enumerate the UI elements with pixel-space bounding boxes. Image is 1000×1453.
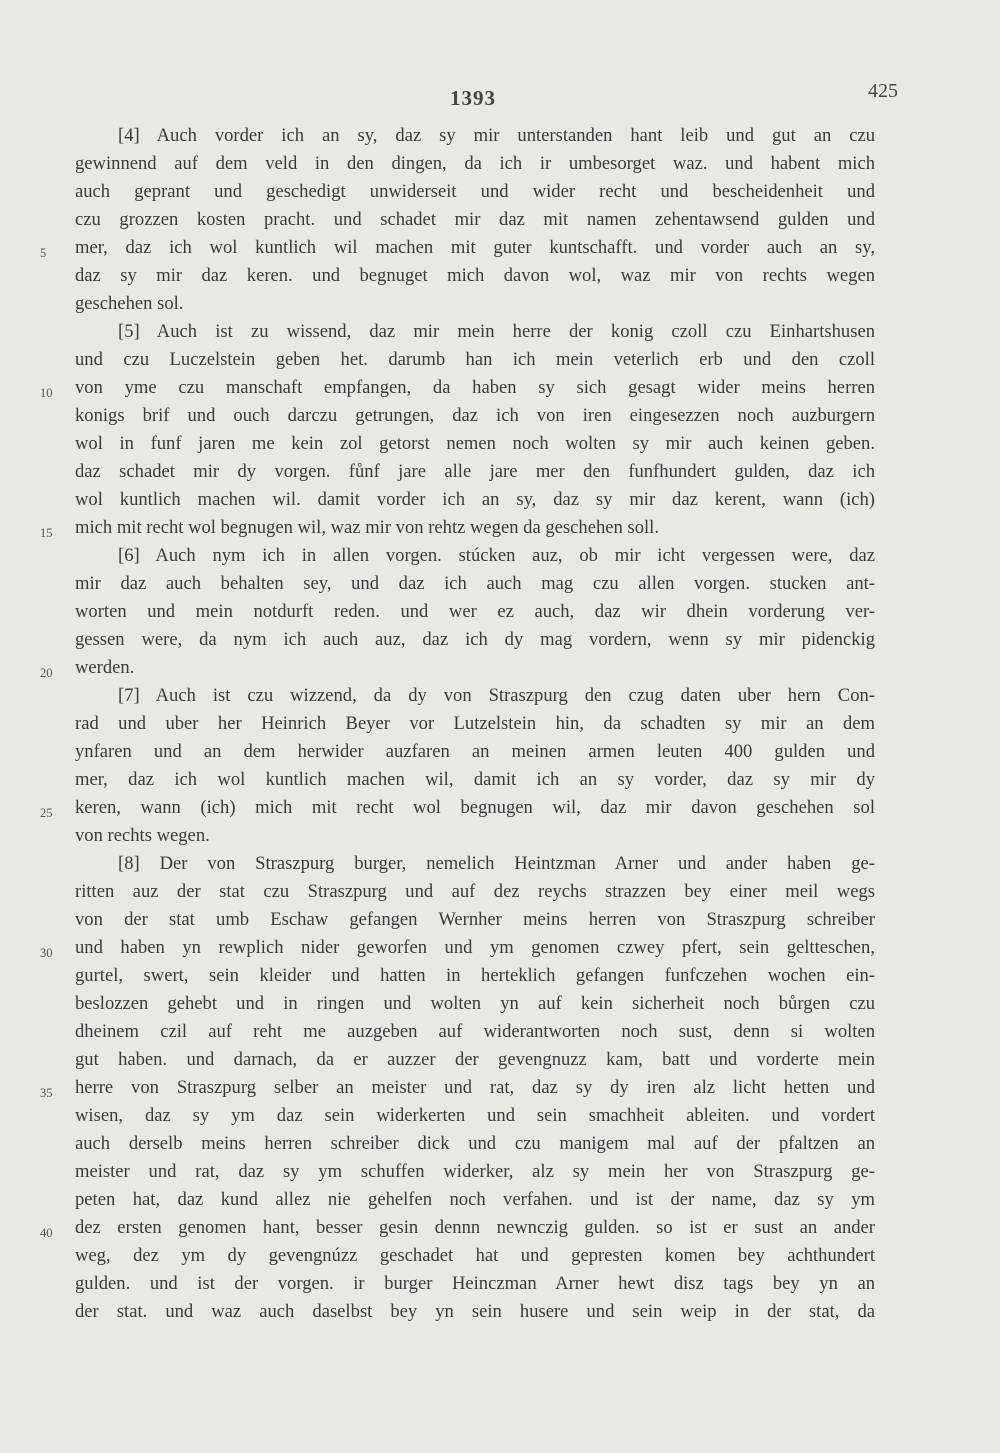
text-line: [8] Der von Straszpurg burger, nemelich Heintzman Arner und ander haben ge-: [118, 853, 875, 874]
text-line: czu grozzen kosten pracht. und schadet mir daz mit namen zehentawsend gulden und: [75, 209, 875, 230]
text-line: wol kuntlich machen wil. damit vorder ich an sy, daz sy mir daz kerent, wann (ich): [75, 489, 875, 510]
text-line: rad und uber her Heinrich Beyer vor Lutzelstein hin, da schadten sy mir an dem: [75, 713, 875, 734]
text-line: konigs brif und ouch darczu getrungen, daz ich von iren eingesezzen noch auzburgern: [75, 405, 875, 426]
text-line: herre von Straszpurg selber an meister und rat, daz sy dy iren alz licht hetten und: [75, 1077, 875, 1098]
text-line: und czu Luczelstein geben het. darumb han ich mein veterlich erb und den czoll: [75, 349, 875, 370]
text-line: dheinem czil auf reht me auzgeben auf widerantworten noch sust, denn si wolten: [75, 1021, 875, 1042]
running-header-year: 1393: [450, 86, 496, 110]
text-line: worten und mein notdurft reden. und wer ez auch, daz wir dhein vorderung ver-: [75, 601, 875, 622]
line-number: 20: [40, 666, 53, 680]
text-line: [6] Auch nym ich in allen vorgen. stúcken auz, ob mir icht vergessen were, daz: [118, 545, 875, 566]
text-line: und haben yn rewplich nider geworfen und ym genomen czwey pfert, sein geltteschen,: [75, 937, 875, 958]
text-line: dez ersten genomen hant, besser gesin dennn newnczig gulden. so ist er sust an ander: [75, 1217, 875, 1238]
text-line: keren, wann (ich) mich mit recht wol begnugen wil, daz mir davon geschehen sol: [75, 797, 875, 818]
text-line: mer, daz ich wol kuntlich machen wil, damit ich an sy vorder, daz sy mir dy: [75, 769, 875, 790]
text-line: daz schadet mir dy vorgen. fůnf jare alle jare mer den funfhundert gulden, daz ich: [75, 461, 875, 482]
text-line: mer, daz ich wol kuntlich wil machen mit guter kuntschafft. und vorder auch an sy,: [75, 237, 875, 258]
text-line: [5] Auch ist zu wissend, daz mir mein herre der konig czoll czu Einhartshusen: [118, 321, 875, 342]
text-line: daz sy mir daz keren. und begnuget mich davon wol, waz mir von rechts wegen: [75, 265, 875, 286]
text-line: geschehen sol.: [75, 293, 184, 314]
text-line: auch geprant und geschedigt unwiderseit und wider recht und bescheidenheit und: [75, 181, 875, 202]
line-number: 40: [40, 1226, 53, 1240]
text-line: peten hat, daz kund allez nie gehelfen noch verfahen. und ist der name, daz sy ym: [75, 1189, 875, 1210]
text-line: von der stat umb Eschaw gefangen Wernher meins herren von Straszpurg schreiber: [75, 909, 875, 930]
text-line: ynfaren und an dem herwider auzfaren an meinen armen leuten 400 gulden und: [75, 741, 875, 762]
text-line: mir daz auch behalten sey, und daz ich auch mag czu allen vorgen. stucken ant-: [75, 573, 875, 594]
text-line: gurtel, swert, sein kleider und hatten in herteklich gefangen funfczehen wochen ein-: [75, 965, 875, 986]
text-line: beslozzen gehebt und in ringen und wolten yn auf kein sicherheit noch bůrgen czu: [75, 993, 875, 1014]
text-line: wisen, daz sy ym daz sein widerkerten und sein smachheit ableiten. und vordert: [75, 1105, 875, 1126]
text-line: gut haben. und darnach, da er auzzer der gevengnuzz kam, batt und vorderte mein: [75, 1049, 875, 1070]
text-line: [4] Auch vorder ich an sy, daz sy mir unterstanden hant leib und gut an czu: [118, 125, 875, 146]
page-number: 425: [868, 80, 898, 102]
text-line: gessen were, da nym ich auch auz, daz ich dy mag vordern, wenn sy mir pidenckig: [75, 629, 875, 650]
text-line: meister und rat, daz sy ym schuffen widerker, alz sy mein her von Straszpurg ge-: [75, 1161, 875, 1182]
line-number: 10: [40, 386, 53, 400]
text-line: der stat. und waz auch daselbst bey yn sein husere und sein weip in der stat, da: [75, 1301, 875, 1322]
line-number: 5: [40, 246, 47, 260]
text-line: wol in funf jaren me kein zol getorst nemen noch wolten sy mir auch keinen geben.: [75, 433, 875, 454]
text-line: gulden. und ist der vorgen. ir burger Heinczman Arner hewt disz tags bey yn an: [75, 1273, 875, 1294]
line-number: 30: [40, 946, 53, 960]
line-number: 25: [40, 806, 53, 820]
text-line: weg, dez ym dy gevengnúzz geschadet hat und gepresten komen bey achthundert: [75, 1245, 875, 1266]
text-line: auch derselb meins herren schreiber dick und czu manigem mal auf der pfaltzen an: [75, 1133, 875, 1154]
line-number: 35: [40, 1086, 53, 1100]
text-line: ritten auz der stat czu Straszpurg und auf dez reychs strazzen bey einer meil wegs: [75, 881, 875, 902]
text-line: [7] Auch ist czu wizzend, da dy von Straszpurg den czug daten uber hern Con-: [118, 685, 875, 706]
text-line: von rechts wegen.: [75, 825, 210, 846]
text-line: gewinnend auf dem veld in den dingen, da ich ir umbesorget waz. und habent mich: [75, 153, 875, 174]
line-number: 15: [40, 526, 53, 540]
text-line: mich mit recht wol begnugen wil, waz mir von rehtz wegen da geschehen soll.: [75, 517, 659, 538]
text-line: werden.: [75, 657, 135, 678]
text-line: von yme czu manschaft empfangen, da haben sy sich gesagt wider meins herren: [75, 377, 875, 398]
